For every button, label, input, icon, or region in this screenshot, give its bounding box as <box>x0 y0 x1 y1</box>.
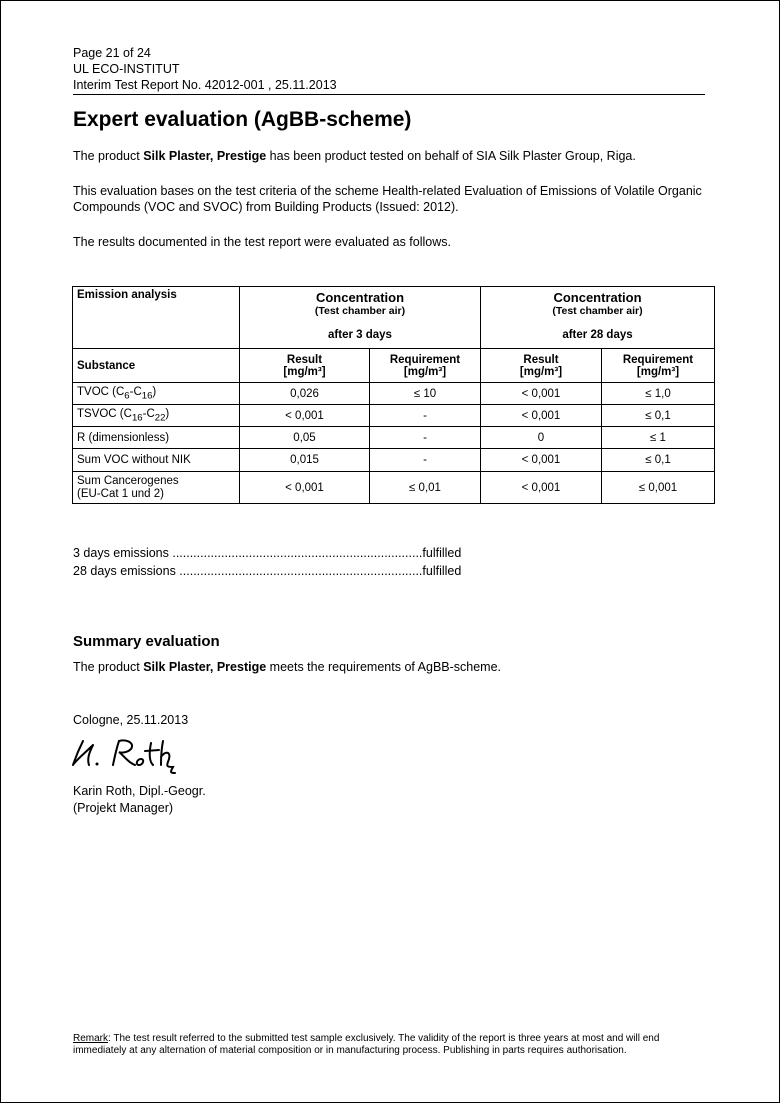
substance-text: -C <box>142 407 155 420</box>
substance-text: -C <box>129 385 142 398</box>
unit-label: [mg/m³] <box>403 365 447 378</box>
intro-pre: The product <box>73 149 144 163</box>
result-3d-cell: < 0,001 <box>240 405 370 427</box>
after-28-days-label: after 28 days <box>562 329 633 341</box>
after-3-days-label: after 3 days <box>328 329 392 341</box>
result-3d-header <box>240 349 370 383</box>
summary-pre: The product <box>73 660 144 674</box>
test-chamber-label: (Test chamber air) <box>314 305 406 317</box>
page-title: Expert evaluation (AgBB-scheme) <box>73 108 412 131</box>
requirement-28d-cell: ≤ 1 <box>602 427 715 449</box>
result-3d-cell: 0,026 <box>240 383 370 405</box>
substance-cell: R (dimensionless) <box>73 427 240 449</box>
table-row <box>73 383 715 405</box>
summary-product: Silk Plaster, Prestige <box>143 660 267 674</box>
result-28d-cell: < 0,001 <box>481 449 602 472</box>
page-header <box>73 45 705 95</box>
result-28d-cell: 0 <box>481 427 602 449</box>
substance-text: TVOC (C <box>77 385 125 398</box>
summary-paragraph <box>73 659 713 675</box>
requirement-28d-header <box>602 349 715 383</box>
result-28d-header <box>481 349 602 383</box>
substance-cell <box>73 405 240 427</box>
concentration-3d-header <box>240 287 481 349</box>
report-number: Interim Test Report No. 42012-001 , 25.11.2013 <box>73 78 337 92</box>
unit-label: [mg/m³] <box>636 365 680 378</box>
test-chamber-label: (Test chamber air) <box>552 305 643 317</box>
results-intro: The results documented in the test report were evaluated as follows. <box>73 235 451 249</box>
requirement-3d-cell: - <box>370 449 481 472</box>
criteria-paragraph: This evaluation bases on the test criteria of the scheme Health-related Evaluation of Emissions of Volatile Organic Compounds (VOC and SVOC) from Building Products (Issued: 2012). <box>73 184 702 214</box>
emissions-status: fulfilled <box>422 546 462 560</box>
substance-text: TSVOC (C <box>77 407 132 420</box>
requirement-label: Requirement <box>622 353 694 366</box>
institute-name: UL ECO-INSTITUT <box>73 62 180 76</box>
result-3d-cell: 0,015 <box>240 449 370 472</box>
result-3d-cell: < 0,001 <box>240 472 370 504</box>
unit-label: [mg/m³] <box>519 365 563 378</box>
substance-header: Substance <box>73 349 240 383</box>
concentration-label: Concentration <box>553 290 642 305</box>
substance-text: ) <box>165 407 170 420</box>
requirement-28d-cell: ≤ 1,0 <box>602 383 715 405</box>
table-row <box>73 427 715 449</box>
result-3d-cell: 0,05 <box>240 427 370 449</box>
intro-product: Silk Plaster, Prestige <box>143 149 267 163</box>
substance-cell: Sum VOC without NIK <box>73 449 240 472</box>
result-label: Result <box>523 353 559 366</box>
intro-paragraph <box>73 148 713 164</box>
signatory-role: (Projekt Manager) <box>73 801 174 815</box>
remark-note <box>73 1033 713 1057</box>
substance-text: ) <box>152 385 157 398</box>
emission-analysis-header: Emission analysis <box>73 287 240 349</box>
result-28d-cell: < 0,001 <box>481 383 602 405</box>
intro-post: has been product tested on behalf of SIA Silk Plaster Group, Riga. <box>266 149 636 163</box>
result-label: Result <box>286 353 323 366</box>
requirement-label: Requirement <box>389 353 461 366</box>
emissions-28-days: 28 days emissions ......................................................................fulfilled <box>73 564 462 578</box>
result-28d-cell: < 0,001 <box>481 472 602 504</box>
place-date: Cologne, 25.11.2013 <box>73 713 189 727</box>
summary-title: Summary evaluation <box>73 633 220 650</box>
emission-table <box>72 286 715 504</box>
remark-label: Remark <box>73 1033 109 1044</box>
table-row <box>73 405 715 427</box>
requirement-28d-cell: ≤ 0,1 <box>602 449 715 472</box>
substance-sub: 16 <box>131 412 143 424</box>
substance-text: Sum Cancerogenes <box>77 474 179 487</box>
signature <box>69 735 189 775</box>
substance-sub: 22 <box>154 412 166 424</box>
requirement-3d-cell: ≤ 10 <box>370 383 481 405</box>
requirement-3d-cell: - <box>370 405 481 427</box>
signatory-name: Karin Roth, Dipl.-Geogr. <box>73 784 206 798</box>
page-number: Page 21 of 24 <box>73 46 151 60</box>
emissions-label: 3 days emissions <box>73 546 169 560</box>
requirement-3d-cell: - <box>370 427 481 449</box>
substance-cell <box>73 472 240 504</box>
requirement-28d-cell: ≤ 0,001 <box>602 472 715 504</box>
substance-cell <box>73 383 240 405</box>
unit-label: [mg/m³] <box>283 365 326 378</box>
emissions-status: fulfilled <box>422 564 462 578</box>
substance-text: (EU-Cat 1 und 2) <box>77 487 164 500</box>
concentration-28d-header <box>481 287 715 349</box>
table-row <box>73 449 715 472</box>
emissions-3-days: 3 days emissions ........................................................................fulfilled <box>73 546 462 560</box>
emissions-label: 28 days emissions <box>73 564 176 578</box>
result-28d-cell: < 0,001 <box>481 405 602 427</box>
remark-text: : The test result referred to the submitted test sample exclusively. The validity of the report is three years at most and will end immediately at any alternation of material composition or in manufacturing process. Publishing in parts requires authorisation. <box>73 1033 660 1056</box>
requirement-28d-cell: ≤ 0,1 <box>602 405 715 427</box>
summary-post: meets the requirements of AgBB-scheme. <box>266 660 502 674</box>
requirement-3d-header <box>370 349 481 383</box>
substance-sub: 16 <box>141 390 153 402</box>
requirement-3d-cell: ≤ 0,01 <box>370 472 481 504</box>
substance-sub: 6 <box>124 390 130 402</box>
table-row <box>73 472 715 504</box>
concentration-label: Concentration <box>315 290 405 305</box>
